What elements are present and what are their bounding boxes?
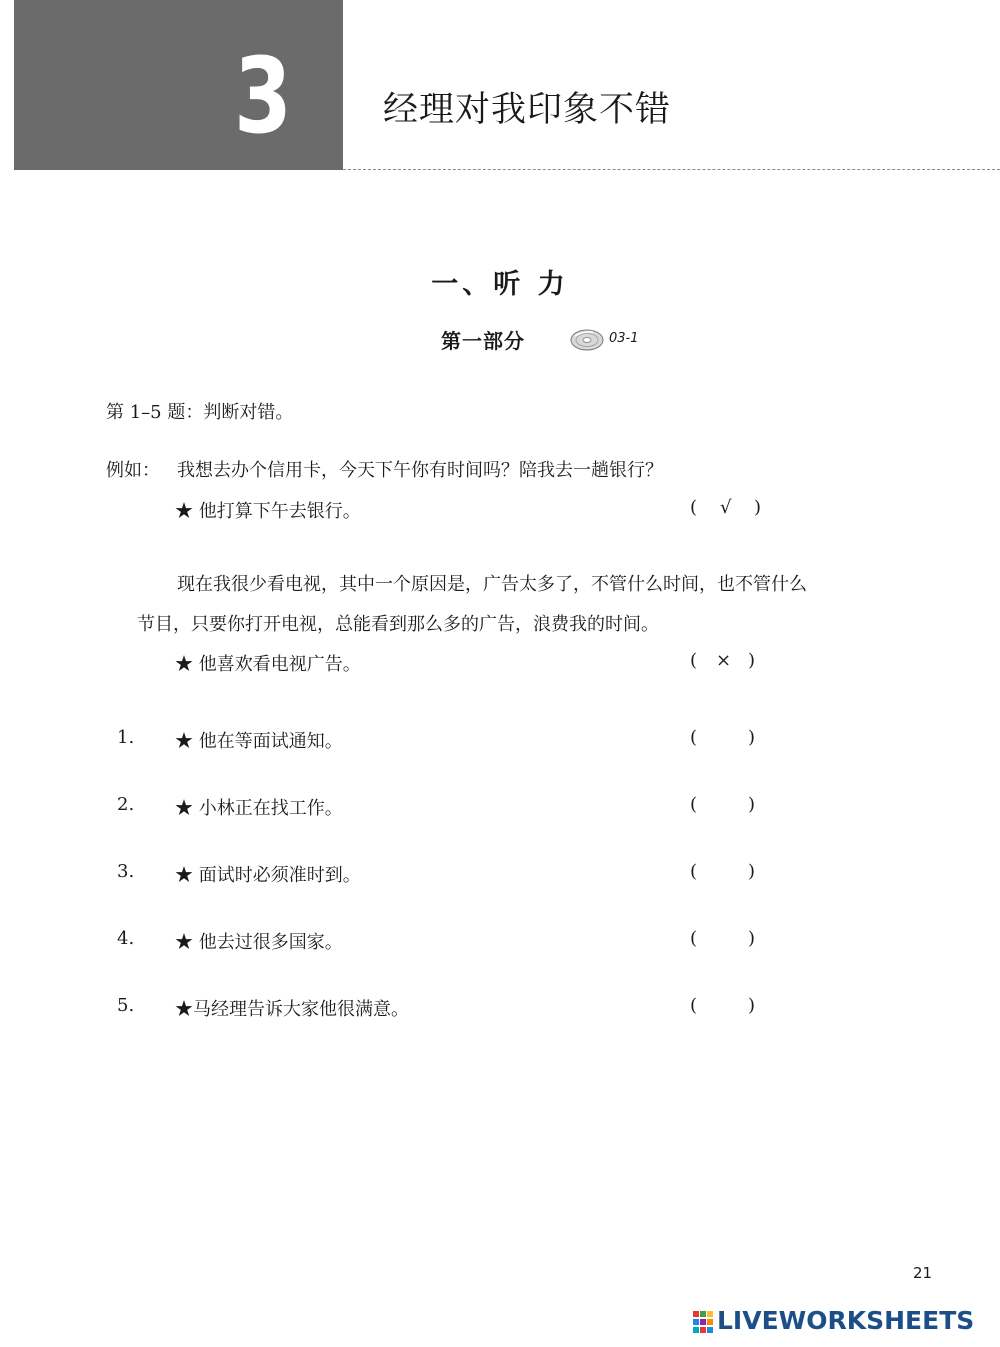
part-title: 第一部分 (441, 329, 525, 353)
example2-answer-cross: × (716, 650, 732, 671)
example2-passage-line2: 节目，只要你打开电视，总能看到那么多的广告，浪费我的时间。 (137, 614, 659, 635)
question-number: 4. (117, 928, 135, 949)
example2-statement: ★ 他喜欢看电视广告。 (175, 654, 361, 675)
answer-paren-close[interactable]: ) (748, 794, 756, 815)
example2-passage-line1: 现在我很少看电视，其中一个原因是，广告太多了，不管什么时间，也不管什么 (177, 574, 807, 595)
liveworksheets-brand: LIVEWORKSHEETS (717, 1306, 975, 1335)
lesson-title: 经理对我印象不错 (383, 90, 672, 130)
example-dialogue: 我想去办个信用卡，今天下午你有时间吗？陪我去一趟银行？ (177, 460, 663, 481)
question-statement: ★马经理告诉大家他很满意。 (175, 999, 409, 1020)
question-number: 2. (117, 794, 135, 815)
paren-close: ) (754, 497, 762, 518)
liveworksheets-logo-icon (693, 1311, 713, 1333)
paren-open: ( (690, 497, 698, 518)
lesson-header-block (14, 0, 343, 170)
question-number: 3. (117, 861, 135, 882)
paren-close: ) (748, 650, 756, 671)
page-number: 21 (913, 1264, 933, 1282)
answer-paren-open[interactable]: ( (690, 727, 698, 748)
question-statement: ★ 小林正在找工作。 (175, 798, 343, 819)
answer-paren-open[interactable]: ( (690, 995, 698, 1016)
example-answer-check: √ (720, 497, 732, 518)
question-number: 5. (117, 995, 135, 1016)
question-statement: ★ 他去过很多国家。 (175, 932, 343, 953)
lesson-number: 3 (234, 35, 292, 157)
answer-paren-close[interactable]: ) (748, 861, 756, 882)
answer-paren-close[interactable]: ) (748, 727, 756, 748)
question-statement: ★ 面试时必须准时到。 (175, 865, 361, 886)
example-label: 例如： (106, 460, 160, 481)
audio-cd-icon[interactable] (569, 326, 607, 352)
answer-paren-open[interactable]: ( (690, 928, 698, 949)
answer-paren-open[interactable]: ( (690, 794, 698, 815)
answer-paren-close[interactable]: ) (748, 928, 756, 949)
audio-track-label: 03-1 (609, 331, 639, 346)
paren-open: ( (690, 650, 698, 671)
header-divider (343, 169, 1000, 170)
answer-paren-close[interactable]: ) (748, 995, 756, 1016)
section-title: 一、听 力 (431, 269, 569, 300)
question-number: 1. (117, 727, 135, 748)
answer-paren-open[interactable]: ( (690, 861, 698, 882)
instructions: 第 1–5 题：判断对错。 (106, 402, 294, 423)
example-statement: ★ 他打算下午去银行。 (175, 501, 361, 522)
question-statement: ★ 他在等面试通知。 (175, 731, 343, 752)
